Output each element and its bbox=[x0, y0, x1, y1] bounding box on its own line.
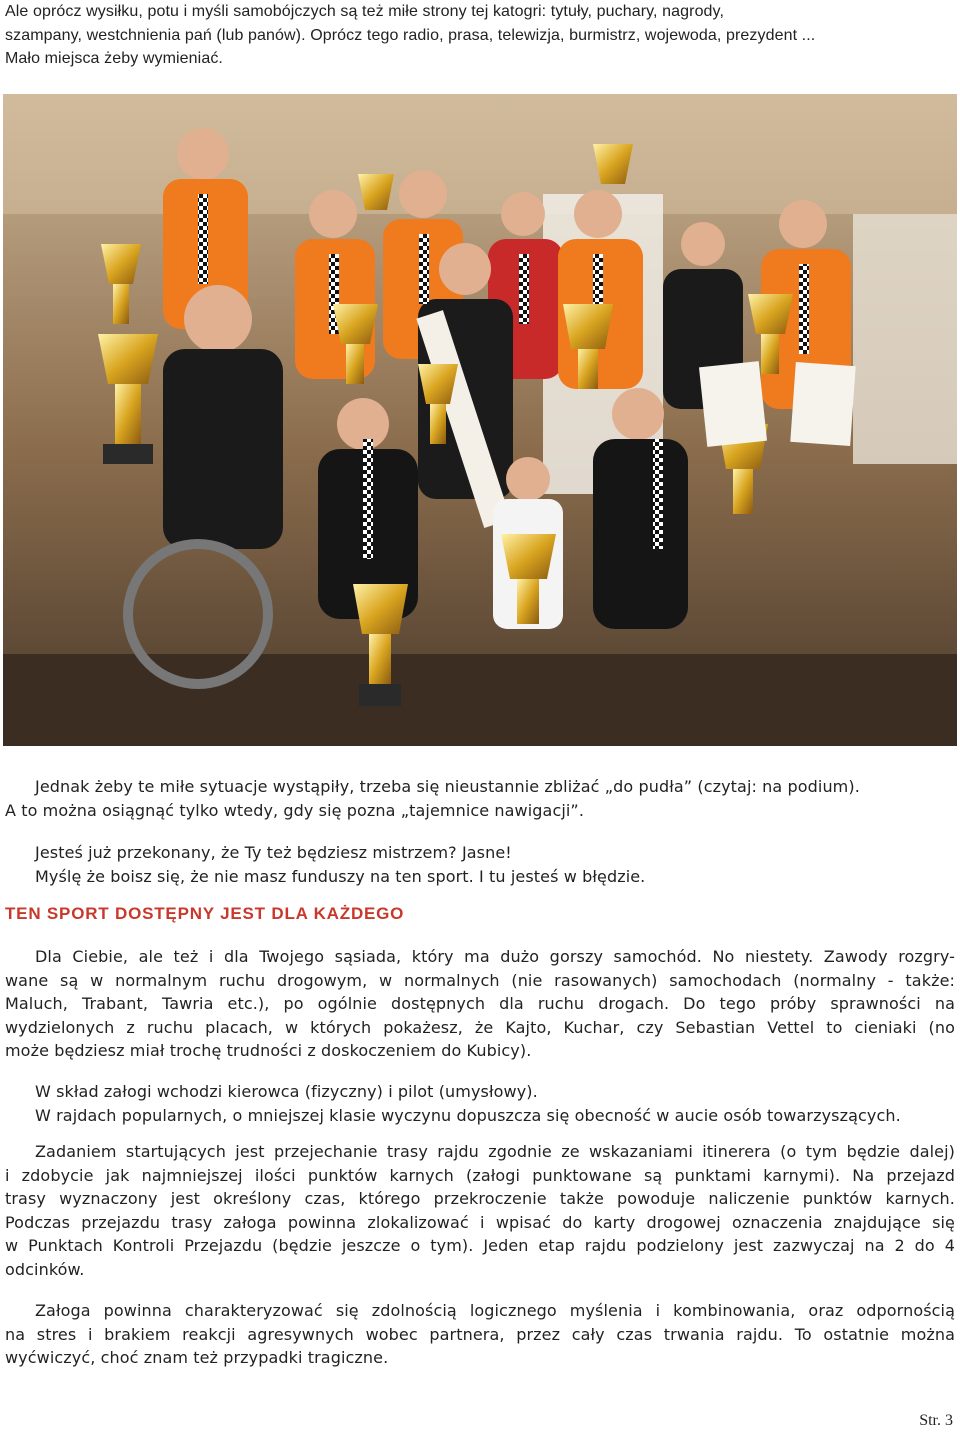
para1-line-1: Dla Ciebie, ale też i dla Twojego sąsiada, który ma dużo gorszy samochód. No niestety. Zawody rozgry- bbox=[35, 947, 955, 966]
para1-line-3: Maluch, Trabant, Tawria etc.), po ogólnie dostępnych dla ruchu drogach. Do tego próby sprawności na bbox=[5, 994, 955, 1013]
para1-line-4: wydzielonych z ruchu placach, w których pokażesz, że Kajto, Kuchar, czy Sebastian Vettel to cieniaki (no bbox=[5, 1017, 955, 1037]
diploma-left bbox=[699, 361, 767, 447]
intro-line-3: Mało miejsca żeby wymieniać. bbox=[5, 50, 223, 67]
qa-line-2: Myślę że boisz się, że nie masz funduszy na ten sport. I tu jesteś w błędzie. bbox=[35, 866, 646, 886]
para2-line-1: Zadaniem startujących jest przejechanie trasy rajdu zgodnie ze wskazaniami itinerera (o tym będzie dalej) bbox=[35, 1142, 955, 1161]
intro-line-2: szampany, westchnienia pań (lub panów). Oprócz tego radio, prasa, telewizja, burmistrz, wojewoda, prezydent ... bbox=[5, 26, 816, 44]
para2-line-2: i zdobycie jak najmniejszej ilości punktów karnych (załogi punktowane są punktami karnymi). Na przejazd bbox=[5, 1165, 955, 1185]
podium-line-2: A to można osiągnąć tylko wtedy, gdy się pozna „tajemnice nawigacji”. bbox=[5, 800, 585, 820]
para1 bbox=[5, 945, 955, 1063]
crew-line-2: W rajdach popularnych, o mniejszej klasie wyczynu dopuszcza się obecność w aucie osób towarzyszących. bbox=[35, 1105, 901, 1125]
para2-line-4: Podczas przejazdu trasy załoga powinna zlokalizować i wpisać do karty drogowej oznaczenia znajdujące się bbox=[5, 1212, 955, 1232]
podium-paragraph bbox=[5, 775, 955, 822]
page-number: Str. 3 bbox=[919, 1412, 953, 1429]
section-heading: TEN SPORT DOSTĘPNY JEST DLA KAŻDEGO bbox=[5, 904, 405, 923]
para3-line-1: Załoga powinna charakteryzować się zdolnością logicznego myślenia i kombinowania, oraz odpornością bbox=[35, 1301, 955, 1320]
qa-paragraph bbox=[5, 841, 955, 888]
para1-line-2: wane są w normalnym ruchu drogowym, w normalnych (nie rasowanych) samochodach (normalny - także: bbox=[5, 970, 955, 990]
group-photo bbox=[3, 94, 957, 746]
intro-line-1: Ale oprócz wysiłku, potu i myśli samobójczych są też miłe strony tej katogri: tytuły, puchary, nagrody, bbox=[5, 3, 725, 20]
para3 bbox=[5, 1299, 955, 1370]
para2-line-5: w Punktach Kontroli Przejazdu (będzie jeszcze o tym). Jeden etap rajdu podzielony jest zazwyczaj na 2 do 4 bbox=[5, 1236, 955, 1255]
para3-line-3: wyćwiczyć, choć znam też przypadki tragiczne. bbox=[5, 1348, 389, 1367]
intro-paragraph bbox=[5, 0, 955, 71]
para2-line-6: odcinków. bbox=[5, 1259, 85, 1279]
para2-line-3: trasy wyznaczony jest określony czas, którego przekroczenie także powoduje naliczenie punktów karnych. bbox=[5, 1189, 955, 1208]
para3-line-2: na stres i brakiem reakcji agresywnych wobec partnera, przez cały czas trwania rajdu. To ostatnie można bbox=[5, 1324, 955, 1344]
crew-line-1: W skład załogi wchodzi kierowca (fizyczny) i pilot (umysłowy). bbox=[35, 1082, 538, 1101]
podium-line-1: Jednak żeby te miłe sytuacje wystąpiły, trzeba się nieustannie zbliżać „do pudła” (czytaj: na podium). bbox=[35, 777, 860, 796]
diploma-right bbox=[790, 362, 855, 446]
para1-line-5: może będziesz miał trochę trudności z doskoczeniem do Kubicy). bbox=[5, 1041, 532, 1060]
para2 bbox=[5, 1140, 955, 1281]
crew-paragraph bbox=[5, 1080, 955, 1127]
qa-line-1: Jesteś już przekonany, że Ty też będziesz mistrzem? Jasne! bbox=[35, 843, 512, 862]
